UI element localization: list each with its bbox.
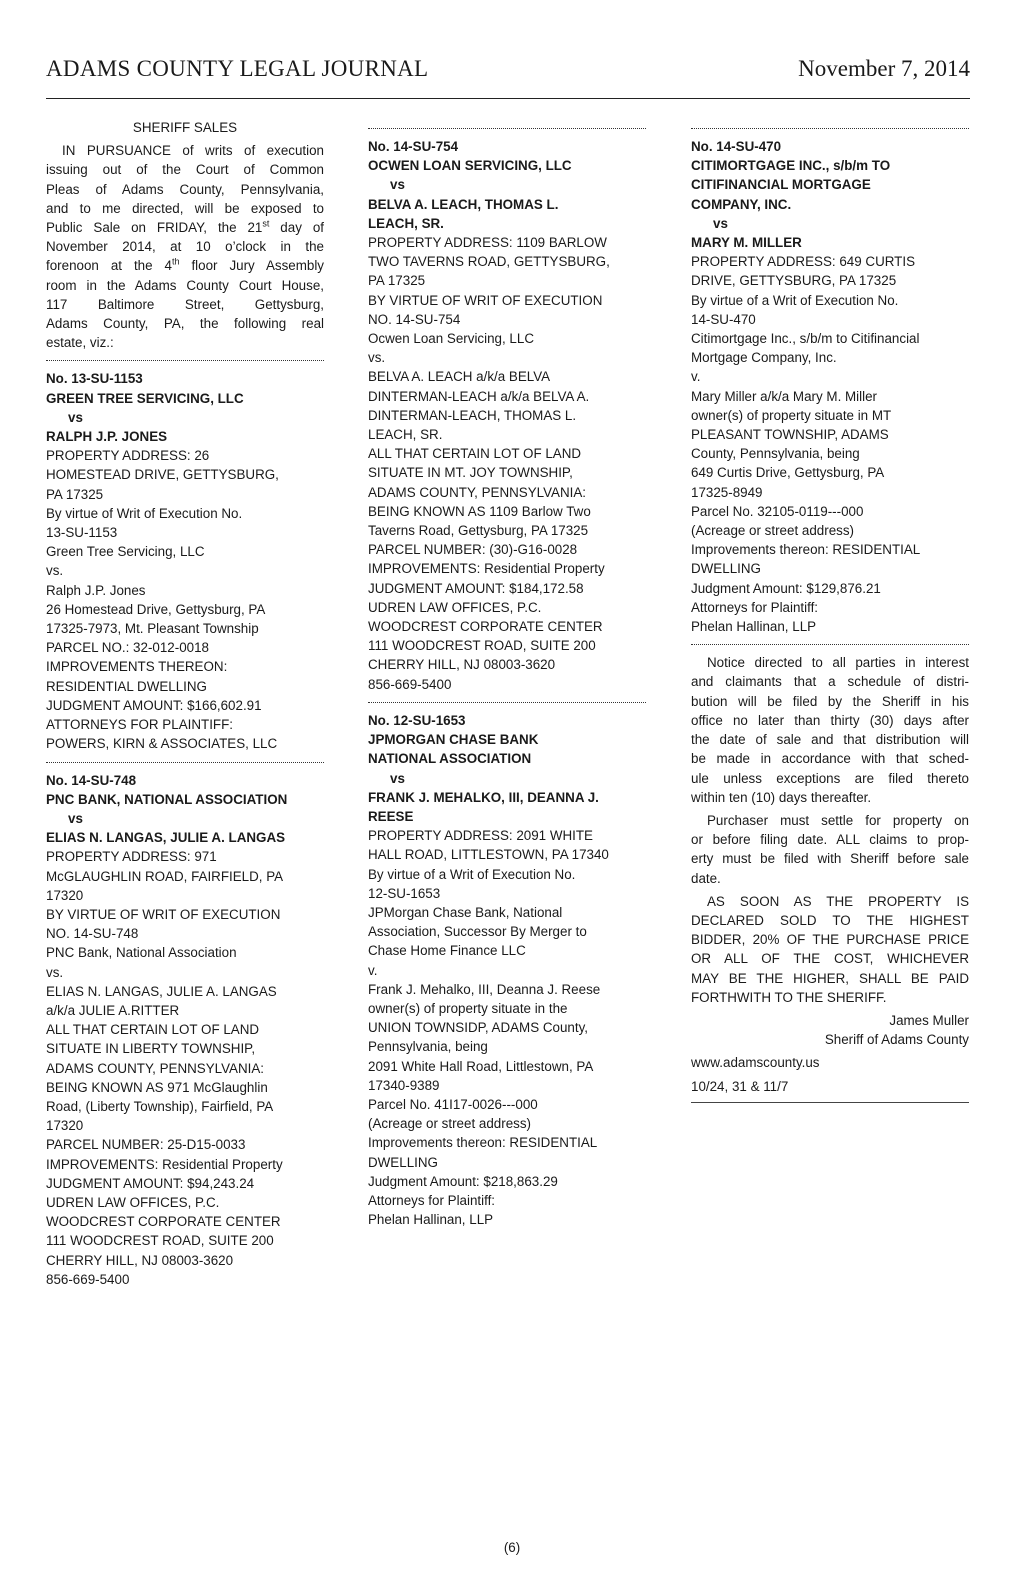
notice-line: be made in accordance with that sched- (691, 751, 969, 767)
case-detail-line: v. (368, 962, 378, 978)
case-listing (368, 137, 646, 694)
intro-text: Public Sale on FRIDAY, the 21 (46, 220, 263, 236)
case-detail-line: Judgment Amount: $129,876.21 (691, 580, 881, 596)
case-detail-line: Parcel No. 32105-0119---000 (691, 503, 864, 519)
versus-label: vs (713, 215, 728, 231)
case-detail-line: 2091 White Hall Road, Littlestown, PA (368, 1058, 594, 1074)
sheriff-title: Sheriff of Adams County (824, 1032, 969, 1048)
notice-line: MAY BE THE HIGHER, SHALL BE PAID (691, 970, 969, 986)
notice-line: date. (691, 870, 721, 886)
case-detail-line: Taverns Road, Gettysburg, PA 17325 (368, 523, 589, 539)
case-detail-line: 17340-9389 (368, 1077, 440, 1093)
case-detail-line: JUDGMENT AMOUNT: $94,243.24 (46, 1175, 255, 1191)
case-detail-line: PNC Bank, National Association (46, 945, 237, 961)
case-detail-line: Frank J. Mehalko, III, Deanna J. Reese (368, 981, 601, 997)
case-detail-line: SITUATE IN LIBERTY TOWNSHIP, (46, 1041, 256, 1057)
case-detail-line: 111 WOODCREST ROAD, SUITE 200 (46, 1233, 274, 1249)
column-3 (691, 118, 969, 1103)
section-heading: SHERIFF SALES (132, 120, 238, 135)
defendant-name: ELIAS N. LANGAS, JULIE A. LANGAS (46, 830, 286, 846)
intro-text: day of (269, 220, 324, 236)
plaintiff-name: JPMORGAN CHASE BANK (368, 732, 539, 748)
distribution-notice (691, 653, 969, 807)
case-detail-line: ADAMS COUNTY, PENNSYLVANIA: (368, 484, 587, 500)
intro-line: estate, viz.: (46, 335, 114, 351)
case-detail-line: 111 WOODCREST ROAD, SUITE 200 (368, 638, 596, 654)
case-detail-line: UDREN LAW OFFICES, P.C. (46, 1194, 220, 1210)
case-detail-line: Green Tree Servicing, LLC (46, 544, 205, 560)
notice-line: BIDDER, 20% OF THE PURCHASE PRICE (691, 932, 969, 948)
case-detail-line: PROPERTY ADDRESS: 26 (46, 448, 210, 464)
case-detail-line: 12-SU-1653 (368, 885, 441, 901)
case-detail-line: vs. (368, 350, 386, 366)
purchaser-notice (691, 811, 969, 888)
case-detail-line: PARCEL NUMBER: 25-D15-0033 (46, 1137, 246, 1153)
case-number: No. 13-SU-1153 (46, 371, 143, 387)
case-detail-line: BY VIRTUE OF WRIT OF EXECUTION (368, 292, 603, 308)
notice-line: DECLARED SOLD TO THE HIGHEST (691, 912, 969, 928)
case-detail-line: WOODCREST CORPORATE CENTER (368, 619, 603, 635)
intro-line: room in the Adams County Court House, (46, 277, 324, 293)
case-detail-line: Attorneys for Plaintiff: (691, 599, 819, 615)
case-detail-line: POWERS, KIRN & ASSOCIATES, LLC (46, 736, 278, 752)
case-detail-line: owner(s) of property situate in the (368, 1000, 568, 1016)
journal-title: ADAMS COUNTY LEGAL JOURNAL (46, 56, 429, 81)
case-detail-line: v. (691, 369, 701, 385)
case-detail-line: 17325-8949 (691, 484, 763, 500)
case-detail-line: ATTORNEYS FOR PLAINTIFF: (46, 717, 233, 733)
plaintiff-name: GREEN TREE SERVICING, LLC (46, 390, 244, 406)
case-detail-line: Phelan Hallinan, LLP (368, 1212, 494, 1228)
case-detail-line: Ocwen Loan Servicing, LLC (368, 331, 534, 347)
notice-line: Notice directed to all parties in interest (707, 655, 969, 671)
case-detail-line: IMPROVEMENTS: Residential Property (46, 1156, 283, 1172)
case-detail-line: JPMorgan Chase Bank, National (368, 904, 563, 920)
case-detail-line: PROPERTY ADDRESS: 649 CURTIS (691, 254, 915, 270)
case-detail-line: Association, Successor By Merger to (368, 924, 587, 940)
notice-line: Purchaser must settle for property on (707, 812, 969, 828)
case-detail-line: Road, (Liberty Township), Fairfield, PA (46, 1098, 274, 1114)
case-detail-line: 14-SU-470 (691, 311, 756, 327)
case-detail-line: HALL ROAD, LITTLESTOWN, PA 17340 (368, 847, 609, 863)
case-detail-line: 856-669-5400 (368, 676, 452, 692)
plaintiff-name: CITIFINANCIAL MORTGAGE (691, 177, 871, 193)
case-detail-line: TWO TAVERNS ROAD, GETTYSBURG, (368, 254, 610, 270)
dotted-divider (691, 128, 969, 129)
notice-line: within ten (10) days thereafter. (691, 789, 872, 805)
case-detail-line: HOMESTEAD DRIVE, GETTYSBURG, (46, 467, 279, 483)
versus-label: vs (68, 409, 83, 425)
column-1 (46, 118, 324, 1289)
case-detail-line: County, Pennsylvania, being (691, 446, 860, 462)
case-detail-line: (Acreage or street address) (691, 523, 854, 539)
case-detail-line: BY VIRTUE OF WRIT OF EXECUTION (46, 906, 281, 922)
defendant-name: BELVA A. LEACH, THOMAS L. (368, 196, 559, 212)
notice-line: office no later than thirty (30) days after (691, 712, 969, 728)
case-detail-line: 17320 (46, 887, 84, 903)
intro-text: forenoon at the 4 (46, 258, 172, 274)
case-detail-line: SITUATE IN MT. JOY TOWNSHIP, (368, 465, 573, 481)
case-detail-line: 649 Curtis Drive, Gettysburg, PA (691, 465, 885, 481)
plaintiff-name: CITIMORTGAGE INC., s/b/m TO (691, 158, 891, 174)
payment-notice (691, 892, 969, 1007)
intro-line: issuing out of the Court of Common (46, 162, 324, 178)
county-website-link[interactable]: www.adamscounty.us (691, 1055, 820, 1071)
publication-dates: 10/24, 31 & 11/7 (691, 1078, 789, 1094)
case-detail-line: ADAMS COUNTY, PENNSYLVANIA: (46, 1060, 265, 1076)
case-detail-line: CHERRY HILL, NJ 08003-3620 (368, 657, 556, 673)
case-detail-line: Mary Miller a/k/a Mary M. Miller (691, 388, 877, 404)
case-detail-line: Ralph J.P. Jones (46, 582, 146, 598)
case-detail-line: ALL THAT CERTAIN LOT OF LAND (46, 1022, 260, 1038)
case-detail-line: Attorneys for Plaintiff: (368, 1192, 496, 1208)
intro-line: 117 Baltimore Street, Gettysburg, (46, 296, 324, 312)
column-2 (368, 118, 646, 1229)
case-detail-line: PROPERTY ADDRESS: 2091 WHITE (368, 828, 593, 844)
case-detail-line: NO. 14-SU-748 (46, 926, 139, 942)
intro-line (46, 256, 324, 275)
case-detail-line: 856-669-5400 (46, 1271, 130, 1287)
defendant-name: LEACH, SR. (368, 215, 444, 231)
case-detail-line: PA 17325 (46, 486, 104, 502)
case-listing (691, 137, 969, 636)
case-detail-line: BEING KNOWN AS 1109 Barlow Two (368, 503, 591, 519)
notice-line: or before filing date. ALL claims to prop- (691, 832, 969, 848)
case-detail-line: BEING KNOWN AS 971 McGlaughlin (46, 1079, 268, 1095)
versus-label: vs (390, 177, 405, 193)
notice-line: the date of sale and that distribution will (691, 732, 969, 748)
plaintiff-name: COMPANY, INC. (691, 196, 792, 212)
case-detail-line: McGLAUGHLIN ROAD, FAIRFIELD, PA (46, 868, 284, 884)
issue-date: November 7, 2014 (798, 56, 970, 81)
case-detail-line: vs. (46, 563, 64, 579)
intro-paragraph (46, 141, 324, 352)
case-detail-line: CHERRY HILL, NJ 08003-3620 (46, 1252, 234, 1268)
ordinal-suffix: th (171, 256, 180, 267)
case-detail-line: By virtue of a Writ of Execution No. (368, 866, 576, 882)
defendant-name: RALPH J.P. JONES (46, 429, 168, 445)
intro-line: Pleas of Adams County, Pennsylvania, (46, 181, 324, 197)
intro-line: and to me directed, will be exposed to (46, 200, 324, 216)
intro-line (46, 218, 324, 237)
page-number: (6) (503, 1540, 521, 1555)
defendant-name: MARY M. MILLER (691, 235, 802, 251)
dotted-divider (46, 360, 324, 361)
page-header (46, 56, 970, 99)
case-number: No. 14-SU-470 (691, 139, 782, 154)
intro-text: floor Jury Assembly (179, 258, 324, 274)
case-detail-line: JUDGMENT AMOUNT: $184,172.58 (368, 580, 584, 596)
case-detail-line: 13-SU-1153 (46, 525, 118, 541)
case-detail-line: IMPROVEMENTS: Residential Property (368, 561, 605, 577)
case-detail-line: UNION TOWNSIDP, ADAMS County, (368, 1020, 589, 1036)
notice-line: erty must be filed with Sheriff before sale (691, 851, 969, 867)
case-detail-line: owner(s) of property situate in MT (691, 407, 892, 423)
case-detail-line: NO. 14-SU-754 (368, 311, 461, 327)
case-detail-line: Citimortgage Inc., s/b/m to Citifinancial (691, 331, 920, 347)
case-listing (46, 771, 324, 1289)
plaintiff-name: NATIONAL ASSOCIATION (368, 751, 532, 767)
intro-line: November 2014, at 10 o’clock in the (46, 239, 324, 255)
versus-label: vs (390, 770, 405, 786)
case-detail-line: PLEASANT TOWNSHIP, ADAMS (691, 427, 889, 443)
case-detail-line: DWELLING (691, 561, 761, 577)
case-detail-line: LEACH, SR. (368, 427, 443, 443)
notice-line: OR ALL OF THE COST, WHICHEVER (691, 951, 969, 967)
dotted-divider (368, 128, 646, 129)
case-detail-line: BELVA A. LEACH a/k/a BELVA (368, 369, 551, 385)
case-listing (368, 711, 646, 1229)
versus-label: vs (68, 810, 83, 826)
case-listing (46, 369, 324, 753)
notice-line: ule unless exceptions are filed thereto (691, 770, 969, 786)
case-detail-line: RESIDENTIAL DWELLING (46, 678, 207, 694)
case-detail-line: Judgment Amount: $218,863.29 (368, 1173, 558, 1189)
case-detail-line: Improvements thereon: RESIDENTIAL (368, 1135, 598, 1151)
notice-line: and claimants that a schedule of distri- (691, 674, 969, 690)
case-detail-line: WOODCREST CORPORATE CENTER (46, 1214, 281, 1230)
notice-line: AS SOON AS THE PROPERTY IS (707, 893, 969, 909)
case-detail-line: DRIVE, GETTYSBURG, PA 17325 (691, 273, 897, 289)
case-detail-line: Mortgage Company, Inc. (691, 350, 837, 366)
case-detail-line: a/k/a JULIE A.RITTER (46, 1002, 180, 1018)
notice-line: bution will be filed by the Sheriff in his (691, 693, 969, 709)
case-number: No. 14-SU-748 (46, 772, 137, 788)
case-number: No. 14-SU-754 (368, 139, 459, 154)
case-detail-line: PA 17325 (368, 273, 426, 289)
case-detail-line: Parcel No. 41I17-0026---000 (368, 1096, 538, 1112)
case-detail-line: By virtue of Writ of Execution No. (46, 505, 243, 521)
dotted-divider (691, 644, 969, 645)
case-detail-line: By virtue of a Writ of Execution No. (691, 292, 899, 308)
dotted-divider (368, 702, 646, 703)
case-detail-line: PROPERTY ADDRESS: 971 (46, 849, 217, 865)
case-detail-line: ELIAS N. LANGAS, JULIE A. LANGAS (46, 983, 277, 999)
case-detail-line: DINTERMAN-LEACH, THOMAS L. (368, 407, 577, 423)
case-number: No. 12-SU-1653 (368, 712, 466, 728)
plaintiff-name: PNC BANK, NATIONAL ASSOCIATION (46, 791, 288, 807)
case-detail-line: PARCEL NO.: 32-012-0018 (46, 640, 210, 656)
case-detail-line: ALL THAT CERTAIN LOT OF LAND (368, 446, 582, 462)
case-detail-line: (Acreage or street address) (368, 1116, 531, 1132)
dotted-divider (46, 762, 324, 763)
intro-line: IN PURSUANCE of writs of execution (62, 143, 324, 159)
case-detail-line: PARCEL NUMBER: (30)-G16-0028 (368, 542, 578, 558)
case-detail-line: Chase Home Finance LLC (368, 943, 526, 959)
end-rule (691, 1102, 969, 1103)
case-detail-line: 17325-7973, Mt. Pleasant Township (46, 621, 259, 637)
case-detail-line: vs. (46, 964, 64, 980)
notice-line: FORTHWITH TO THE SHERIFF. (691, 989, 887, 1005)
sheriff-name: James Muller (889, 1012, 969, 1028)
case-detail-line: 17320 (46, 1118, 84, 1134)
defendant-name: FRANK J. MEHALKO, III, DEANNA J. (368, 789, 599, 805)
case-detail-line: DWELLING (368, 1154, 438, 1170)
case-detail-line: IMPROVEMENTS THEREON: (46, 659, 228, 675)
case-detail-line: Phelan Hallinan, LLP (691, 619, 817, 635)
case-detail-line: UDREN LAW OFFICES, P.C. (368, 599, 542, 615)
case-detail-line: 26 Homestead Drive, Gettysburg, PA (46, 601, 266, 617)
case-detail-line: JUDGMENT AMOUNT: $166,602.91 (46, 697, 262, 713)
case-detail-line: DINTERMAN-LEACH a/k/a BELVA A. (368, 388, 590, 404)
ordinal-suffix: st (262, 218, 270, 229)
case-detail-line: Improvements thereon: RESIDENTIAL (691, 542, 921, 558)
defendant-name: REESE (368, 808, 414, 824)
plaintiff-name: OCWEN LOAN SERVICING, LLC (368, 158, 572, 174)
case-detail-line: PROPERTY ADDRESS: 1109 BARLOW (368, 235, 607, 251)
case-detail-line: Pennsylvania, being (368, 1039, 488, 1055)
intro-line: Adams County, PA, the following real (46, 316, 324, 332)
